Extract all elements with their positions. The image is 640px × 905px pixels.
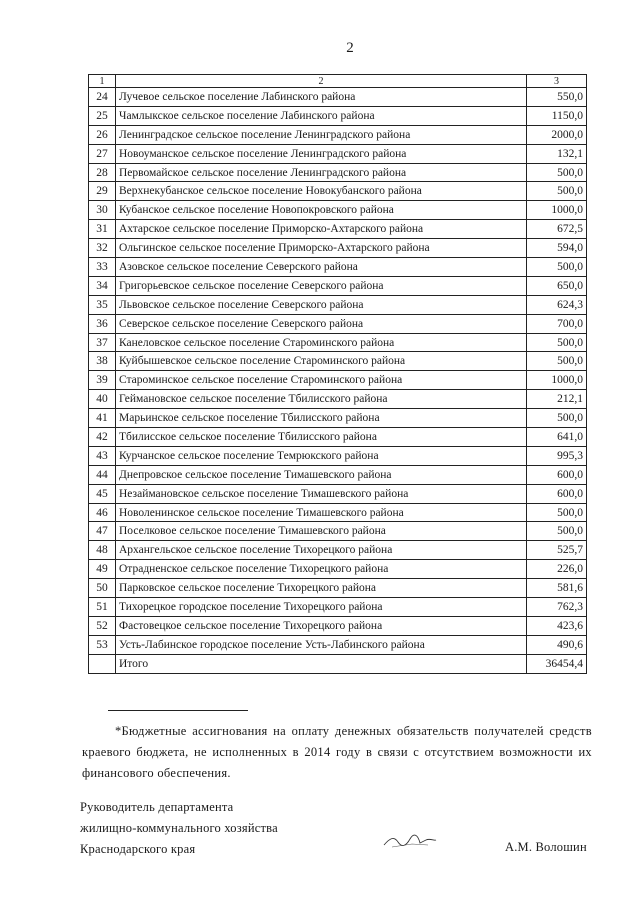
page-number: 2 — [346, 40, 354, 56]
row-settlement-name: Лучевое сельское поселение Лабинского района — [116, 88, 527, 107]
row-number: 42 — [89, 428, 116, 447]
row-amount: 762,3 — [527, 598, 587, 617]
row-amount: 525,7 — [527, 541, 587, 560]
row-number: 47 — [89, 522, 116, 541]
table-row — [89, 616, 587, 635]
row-settlement-name: Архангельское сельское поселение Тихорецкого района — [116, 541, 527, 560]
table-row — [89, 371, 587, 390]
table-row — [89, 125, 587, 144]
row-settlement-name: Отрадненское сельское поселение Тихорецкого района — [116, 560, 527, 579]
signatory-name: А.М. Волошин — [505, 840, 587, 854]
table-row — [89, 560, 587, 579]
row-settlement-name: Тбилисское сельское поселение Тбилисского района — [116, 428, 527, 447]
row-number: 38 — [89, 352, 116, 371]
row-settlement-name: Первомайское сельское поселение Ленинградского района — [116, 163, 527, 182]
row-settlement-name: Усть-Лабинское городское поселение Усть-Лабинского района — [116, 635, 527, 654]
row-amount: 700,0 — [527, 314, 587, 333]
row-number: 32 — [89, 239, 116, 258]
signatory-position-line: Руководитель департамента — [80, 800, 234, 814]
table-row — [89, 446, 587, 465]
handwritten-signature — [382, 832, 438, 850]
row-amount: 226,0 — [527, 560, 587, 579]
table-row — [89, 579, 587, 598]
row-settlement-name: Григорьевское сельское поселение Северского района — [116, 276, 527, 295]
total-label: Итого — [116, 654, 527, 673]
table-row — [89, 295, 587, 314]
table-row — [89, 409, 587, 428]
table-row — [89, 522, 587, 541]
row-number: 45 — [89, 484, 116, 503]
row-amount: 1000,0 — [527, 201, 587, 220]
row-amount: 1150,0 — [527, 106, 587, 125]
row-settlement-name: Кубанское сельское поселение Новопокровского района — [116, 201, 527, 220]
table-row — [89, 635, 587, 654]
footnote-divider — [108, 710, 248, 711]
row-settlement-name: Львовское сельское поселение Северского района — [116, 295, 527, 314]
row-number: 35 — [89, 295, 116, 314]
row-amount: 550,0 — [527, 88, 587, 107]
total-number-cell — [89, 654, 116, 673]
table-row — [89, 390, 587, 409]
row-number: 51 — [89, 598, 116, 617]
table-row — [89, 106, 587, 125]
row-amount: 500,0 — [527, 182, 587, 201]
row-number: 53 — [89, 635, 116, 654]
row-amount: 624,3 — [527, 295, 587, 314]
signatory-position-line: жилищно-коммунального хозяйства — [80, 821, 278, 835]
row-amount: 2000,0 — [527, 125, 587, 144]
row-amount: 500,0 — [527, 333, 587, 352]
row-number: 27 — [89, 144, 116, 163]
table-header-row — [89, 75, 587, 88]
row-settlement-name: Днепровское сельское поселение Тимашевского района — [116, 465, 527, 484]
row-settlement-name: Верхнекубанское сельское поселение Новокубанского района — [116, 182, 527, 201]
table-row — [89, 201, 587, 220]
row-number: 46 — [89, 503, 116, 522]
row-number: 52 — [89, 616, 116, 635]
row-amount: 423,6 — [527, 616, 587, 635]
table-row — [89, 503, 587, 522]
table-row — [89, 314, 587, 333]
column-header-amount: 3 — [527, 75, 587, 88]
row-settlement-name: Куйбышевское сельское поселение Староминского района — [116, 352, 527, 371]
row-settlement-name: Новоуманское сельское поселение Ленинградского района — [116, 144, 527, 163]
row-number: 29 — [89, 182, 116, 201]
table-row — [89, 598, 587, 617]
row-settlement-name: Ахтарское сельское поселение Приморско-Ахтарского района — [116, 220, 527, 239]
row-amount: 600,0 — [527, 484, 587, 503]
table-row — [89, 276, 587, 295]
row-number: 25 — [89, 106, 116, 125]
table-row — [89, 182, 587, 201]
table-row — [89, 541, 587, 560]
table-row — [89, 258, 587, 277]
row-settlement-name: Ленинградское сельское поселение Ленинградского района — [116, 125, 527, 144]
row-settlement-name: Парковское сельское поселение Тихорецкого района — [116, 579, 527, 598]
row-amount: 995,3 — [527, 446, 587, 465]
row-amount: 500,0 — [527, 503, 587, 522]
row-number: 50 — [89, 579, 116, 598]
row-number: 37 — [89, 333, 116, 352]
row-settlement-name: Азовское сельское поселение Северского района — [116, 258, 527, 277]
signatory-position — [80, 797, 278, 860]
row-settlement-name: Тихорецкое городское поселение Тихорецкого района — [116, 598, 527, 617]
row-settlement-name: Староминское сельское поселение Староминского района — [116, 371, 527, 390]
table-row — [89, 220, 587, 239]
row-amount: 212,1 — [527, 390, 587, 409]
row-amount: 500,0 — [527, 409, 587, 428]
column-header-number: 1 — [89, 75, 116, 88]
row-amount: 500,0 — [527, 258, 587, 277]
row-number: 31 — [89, 220, 116, 239]
row-amount: 500,0 — [527, 352, 587, 371]
row-amount: 1000,0 — [527, 371, 587, 390]
table-row — [89, 352, 587, 371]
table-row — [89, 465, 587, 484]
row-amount: 641,0 — [527, 428, 587, 447]
row-amount: 594,0 — [527, 239, 587, 258]
row-amount: 500,0 — [527, 163, 587, 182]
row-amount: 650,0 — [527, 276, 587, 295]
footnote: *Бюджетные ассигнования на оплату денежных обязательств получателей средств краевого бюджета, не исполненных в 2014 году в связи с отсутствием возможности их финансового обеспечения. — [82, 724, 592, 780]
row-settlement-name: Северское сельское поселение Северского района — [116, 314, 527, 333]
row-amount: 132,1 — [527, 144, 587, 163]
table-total-row — [89, 654, 587, 673]
budget-allocation-table — [88, 74, 587, 674]
column-header-name: 2 — [116, 75, 527, 88]
table-body — [89, 88, 587, 655]
row-amount: 500,0 — [527, 522, 587, 541]
table-row — [89, 88, 587, 107]
table-row — [89, 144, 587, 163]
table-row — [89, 333, 587, 352]
total-value: 36454,4 — [527, 654, 587, 673]
row-settlement-name: Незаймановское сельское поселение Тимашевского района — [116, 484, 527, 503]
row-settlement-name: Ольгинское сельское поселение Приморско-Ахтарского района — [116, 239, 527, 258]
row-amount: 490,6 — [527, 635, 587, 654]
row-settlement-name: Марьинское сельское поселение Тбилисского района — [116, 409, 527, 428]
row-number: 39 — [89, 371, 116, 390]
row-number: 40 — [89, 390, 116, 409]
row-number: 34 — [89, 276, 116, 295]
row-number: 33 — [89, 258, 116, 277]
row-number: 26 — [89, 125, 116, 144]
row-number: 43 — [89, 446, 116, 465]
row-number: 36 — [89, 314, 116, 333]
table-row — [89, 484, 587, 503]
signatory-position-line: Краснодарского края — [80, 842, 196, 856]
row-number: 44 — [89, 465, 116, 484]
table-row — [89, 428, 587, 447]
row-settlement-name: Поселковое сельское поселение Тимашевского района — [116, 522, 527, 541]
row-settlement-name: Чамлыкское сельское поселение Лабинского района — [116, 106, 527, 125]
row-number: 30 — [89, 201, 116, 220]
table-row — [89, 163, 587, 182]
row-amount: 600,0 — [527, 465, 587, 484]
row-amount: 672,5 — [527, 220, 587, 239]
row-settlement-name: Фастовецкое сельское поселение Тихорецкого района — [116, 616, 527, 635]
row-settlement-name: Курчанское сельское поселение Темрюкского района — [116, 446, 527, 465]
row-number: 24 — [89, 88, 116, 107]
row-amount: 581,6 — [527, 579, 587, 598]
row-settlement-name: Геймановское сельское поселение Тбилисского района — [116, 390, 527, 409]
row-number: 28 — [89, 163, 116, 182]
row-settlement-name: Новоленинское сельское поселение Тимашевского района — [116, 503, 527, 522]
row-number: 49 — [89, 560, 116, 579]
row-settlement-name: Канеловское сельское поселение Староминского района — [116, 333, 527, 352]
table-row — [89, 239, 587, 258]
row-number: 41 — [89, 409, 116, 428]
row-number: 48 — [89, 541, 116, 560]
